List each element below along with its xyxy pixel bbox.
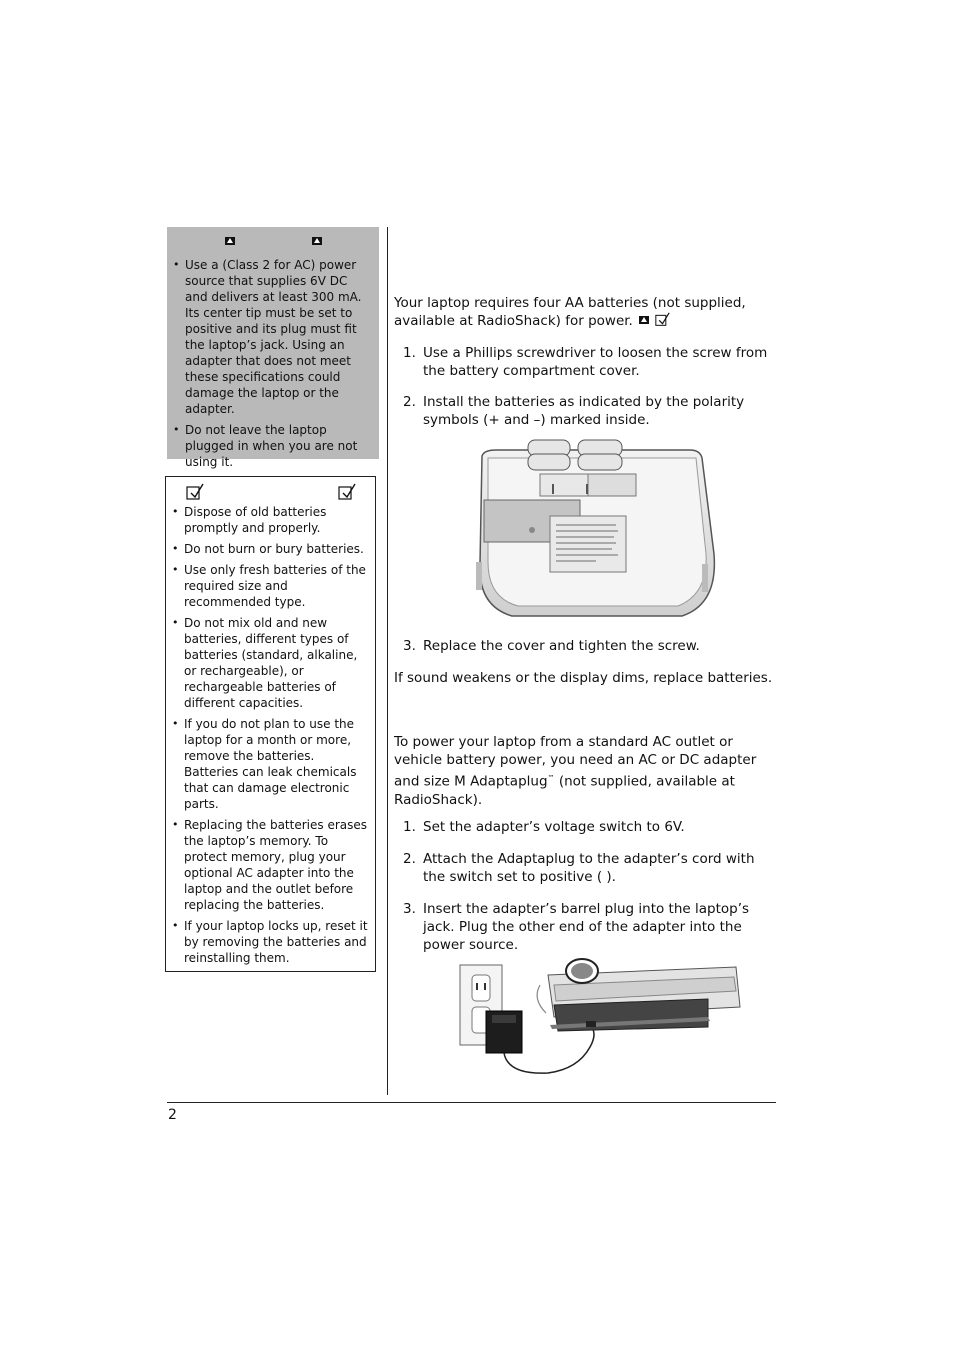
step-number: 1. xyxy=(403,819,416,835)
list-item: • Do not mix old and new batteries, different types of batteries (standard, alkaline, or rechargeable), or rechargeable batteries of different capacities. xyxy=(172,615,372,711)
footer-rule xyxy=(167,1102,776,1103)
adapter-intro-text: To power your laptop from a standard AC outlet or vehicle battery power, you need an AC or DC adapter and size M Adaptaplug xyxy=(394,734,757,790)
list-item: • Use only fresh batteries of the required size and recommended type. xyxy=(172,562,372,610)
note-icon xyxy=(655,312,670,327)
adapter-intro-text-end: (not supplied, available at RadioShack). xyxy=(394,773,735,808)
battery-notes-box xyxy=(165,476,376,972)
adapter-connection-figure xyxy=(458,955,744,1083)
battery-compartment-figure xyxy=(462,434,738,626)
step-text: Attach the Adaptaplug to the adapter’s cord with the switch set to positive ( ). xyxy=(423,851,755,885)
adapter-step-1 xyxy=(403,818,773,838)
list-item: • Replacing the batteries erases the laptop’s memory. To protect memory, plug your optional AC adapter into the laptop and the outlet before replacing the batteries. xyxy=(172,817,372,913)
adapter-step-2 xyxy=(403,850,773,890)
battery-step-1 xyxy=(403,344,773,384)
caution-header xyxy=(167,235,379,251)
step-number: 2. xyxy=(403,394,416,410)
step-text: Insert the adapter’s barrel plug into the laptop’s jack. Plug the other end of the adapter into the power source. xyxy=(423,901,750,953)
battery-intro-text: Your laptop requires four AA batteries (not supplied, available at RadioShack) for power. xyxy=(394,295,746,329)
list-item: • If your laptop locks up, reset it by removing the batteries and reinstalling them. xyxy=(172,918,372,966)
step-text: Replace the cover and tighten the screw. xyxy=(423,638,700,654)
battery-step-3 xyxy=(403,637,773,657)
list-item: • Do not leave the laptop plugged in when you are not using it. xyxy=(173,422,373,470)
column-divider xyxy=(387,227,388,1095)
step-text: Use a Phillips screwdriver to loosen the screw from the battery compartment cover. xyxy=(423,345,768,379)
trademark-symbol: ™ xyxy=(547,774,555,782)
caution-box xyxy=(167,227,379,469)
step-text: Install the batteries as indicated by the polarity symbols (+ and –) marked inside. xyxy=(423,394,745,428)
battery-step-2 xyxy=(403,393,773,433)
step-number: 2. xyxy=(403,851,416,867)
step-number: 3. xyxy=(403,638,416,654)
battery-intro xyxy=(394,294,769,330)
note-icon xyxy=(338,483,356,501)
battery-notes-list xyxy=(172,504,372,971)
list-item: • Do not burn or bury batteries. xyxy=(172,541,372,557)
warning-icon xyxy=(311,235,323,247)
caution-list xyxy=(173,257,373,475)
battery-notes-header xyxy=(166,483,375,499)
adapter-step-3 xyxy=(403,900,773,956)
step-text: Set the adapter’s voltage switch to 6V. xyxy=(423,819,685,835)
list-item: • If you do not plan to use the laptop for a month or more, remove the batteries. Batteries can leak chemicals that can damage electronic parts. xyxy=(172,716,372,812)
warning-icon xyxy=(637,314,651,326)
list-item: • Use a (Class 2 for AC) power source that supplies 6V DC and delivers at least 300 mA. Its center tip must be set to positive and its plug must fit the laptop’s jack. Using an adapter that does not meet these specifications could damage the laptop or the adapter. xyxy=(173,257,373,417)
step-number: 3. xyxy=(403,901,416,917)
adapter-intro xyxy=(394,733,774,809)
step-number: 1. xyxy=(403,345,416,361)
list-item: • Dispose of old batteries promptly and properly. xyxy=(172,504,372,536)
warning-icon xyxy=(224,235,236,247)
battery-replace-note: If sound weakens or the display dims, replace batteries. xyxy=(394,670,773,686)
note-icon xyxy=(186,483,204,501)
page-number: 2 xyxy=(168,1107,177,1123)
